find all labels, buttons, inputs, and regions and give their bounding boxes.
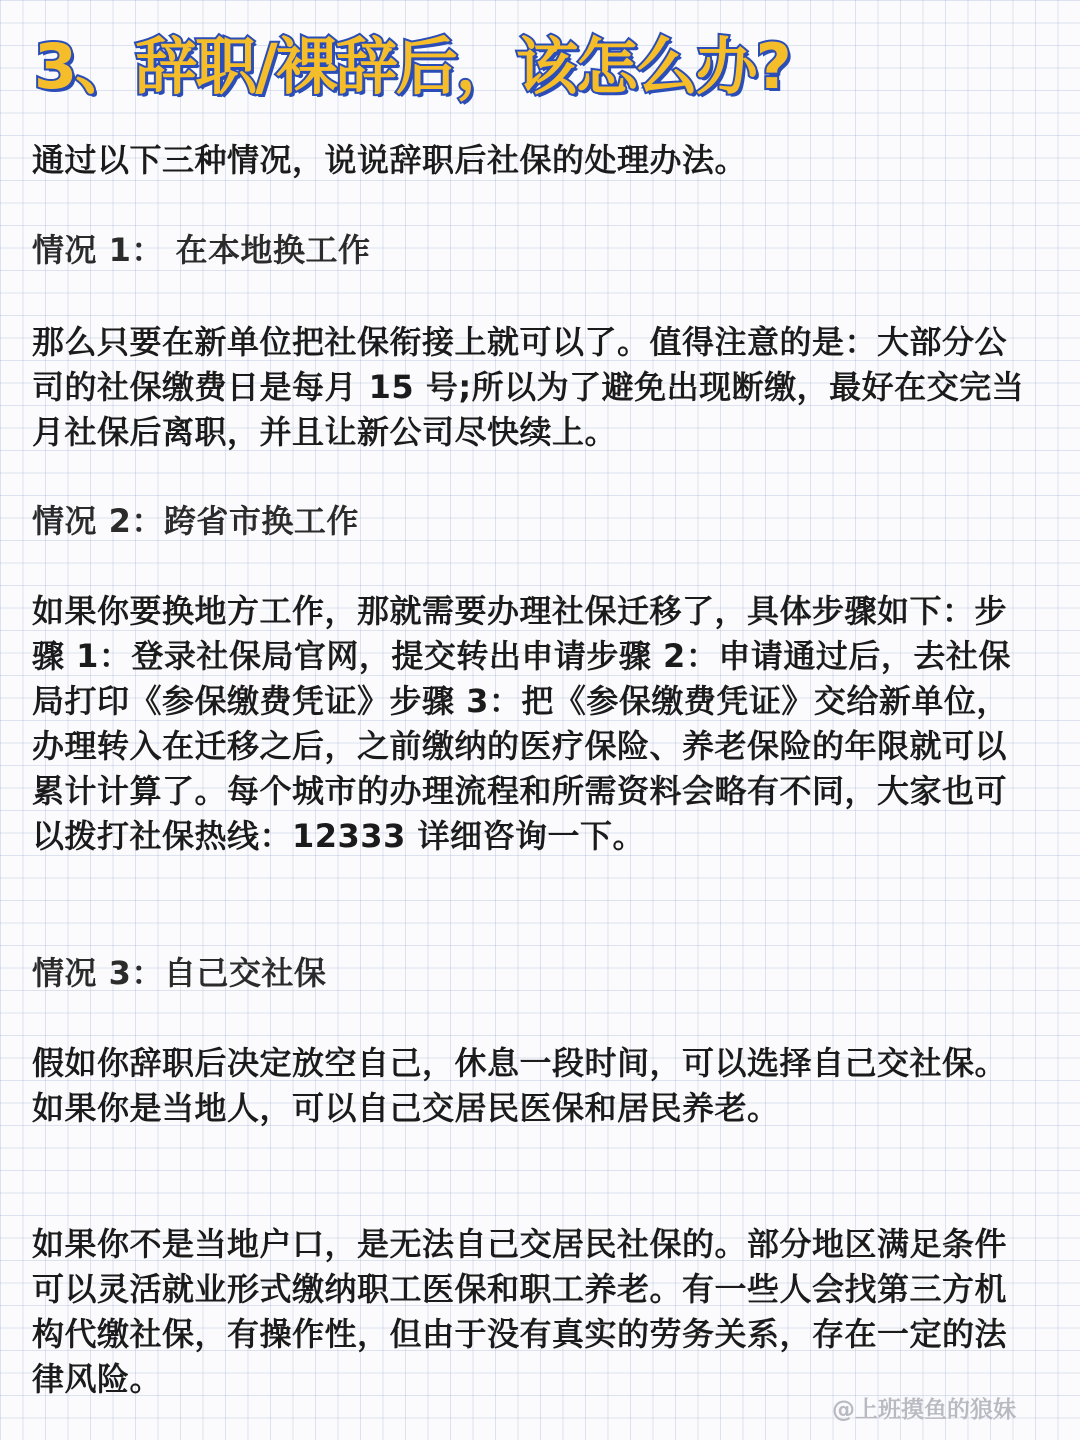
author-watermark: @上班摸鱼的狼妹 [832, 1397, 1016, 1423]
case3-body-2: 如果你不是当地户口，是无法自己交居民社保的。部分地区满足条件可以灵活就业形式缴纳职工医保和职工养老。有一些人会找第三方机构代缴社保，有操作性，但由于没有真实的劳务关系，存在一定的法律风险。 [32, 1225, 1008, 1398]
intro-paragraph: 通过以下三种情况，说说辞职后社保的处理办法。 [32, 141, 748, 179]
case1-heading: 情况 1： 在本地换工作 [32, 231, 371, 269]
case3-body: 假如你辞职后决定放空自己，休息一段时间，可以选择自己交社保。如果你是当地人，可以自己交居民医保和居民养老。 [32, 1044, 1008, 1127]
case1-body: 那么只要在新单位把社保衔接上就可以了。值得注意的是：大部分公司的社保缴费日是每月 15 号;所以为了避免出现断缴，最好在交完当月社保后离职，并且让新公司尽快续上。 [32, 323, 1025, 451]
case3-heading: 情况 3：自己交社保 [32, 954, 327, 992]
page-title: 3、辞职/裸辞后，该怎么办? [34, 30, 790, 103]
case2-heading: 情况 2：跨省市换工作 [32, 502, 359, 540]
case2-body: 如果你要换地方工作，那就需要办理社保迁移了，具体步骤如下：步骤 1：登录社保局官网，提交转出申请步骤 2：申请通过后，去社保局打印《参保缴费凭证》步骤 3：把《参保缴费凭证》交给新单位，办理转入在迁移之后，之前缴纳的医疗保险、养老保险的年限就可以累计计算了。每个城市的办理流程和所需资料会略有不同，大家也可以拨打社保热线：12333 详细咨询一下。 [32, 592, 1011, 855]
